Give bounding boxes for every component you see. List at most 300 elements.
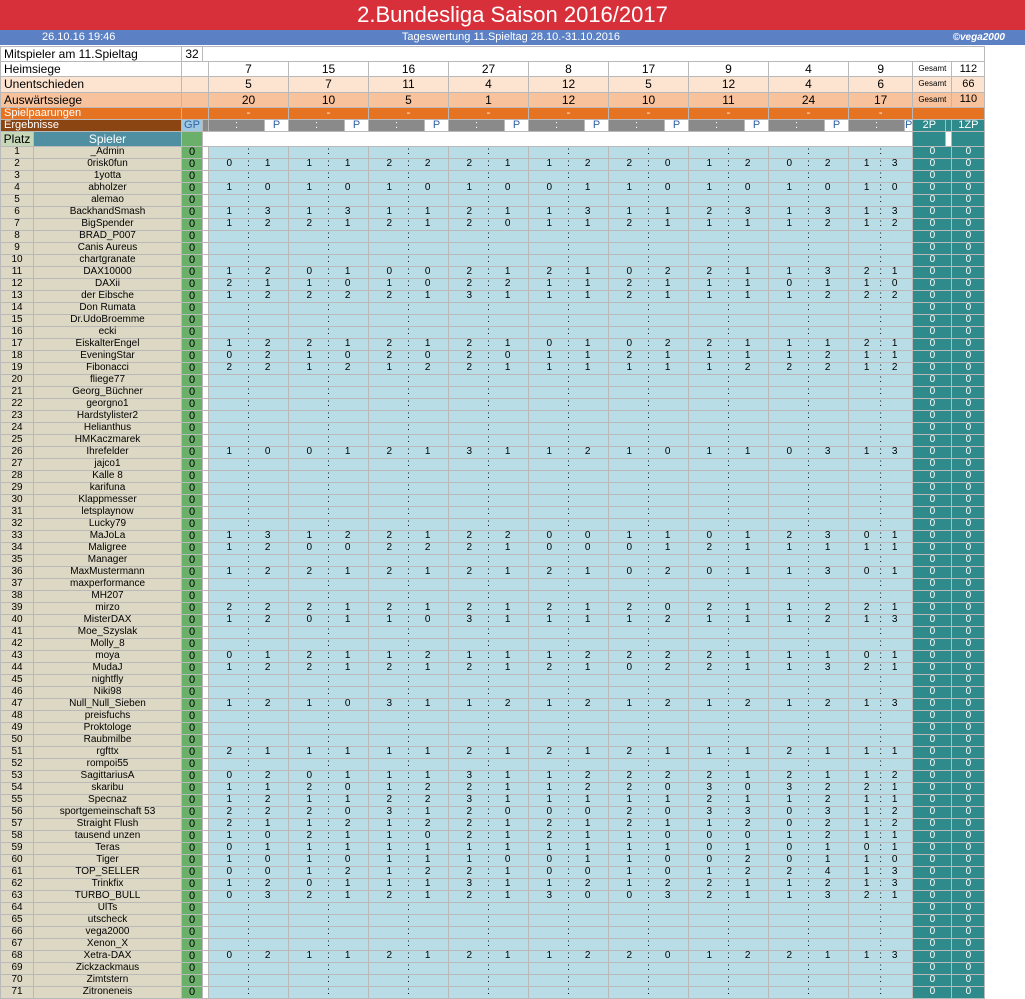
score-cell: [369, 482, 449, 494]
away-goals: 2: [744, 854, 751, 866]
score-cell: [689, 890, 769, 902]
colon: :: [327, 506, 330, 518]
colon: :: [647, 902, 650, 914]
score-cell: [449, 878, 529, 890]
gp-header: GP: [182, 119, 203, 131]
home-goals: 2: [626, 350, 633, 362]
colon: :: [647, 878, 650, 890]
score-cell: [849, 974, 913, 986]
score-cell: [769, 782, 849, 794]
colon: :: [879, 674, 883, 686]
colon: :: [879, 818, 883, 830]
score-cell: [609, 626, 689, 638]
player-name: Xetra-DAX: [34, 950, 182, 962]
score-cell: [769, 350, 849, 362]
colon: :: [879, 422, 883, 434]
oneZP-cell: 0: [952, 314, 985, 326]
away-goals: 1: [891, 530, 898, 542]
table-row: [1, 938, 985, 950]
score-cell: [849, 350, 913, 362]
score-cell: [209, 746, 289, 758]
home-goals: 2: [386, 218, 393, 230]
away-goals: 0: [264, 854, 271, 866]
score-cell: [849, 986, 913, 998]
home-goals: 1: [226, 530, 233, 542]
score-cell: [769, 170, 849, 182]
colon: :: [647, 470, 650, 482]
colon: :: [247, 698, 250, 710]
table-row: [1, 578, 985, 590]
colon: :: [327, 842, 330, 854]
score-cell: [849, 518, 913, 530]
blank: [182, 77, 209, 92]
twoP-cell: 0: [913, 482, 952, 494]
oneZP-cell: 0: [952, 470, 985, 482]
score-cell: [369, 686, 449, 698]
platz-cell: 37: [1, 578, 34, 590]
colon: :: [879, 518, 883, 530]
colon: :: [647, 626, 650, 638]
away-goals: 1: [891, 650, 898, 662]
colon: :: [407, 782, 410, 794]
colon: :: [807, 338, 810, 350]
score-cell: [449, 302, 529, 314]
score-cell: [849, 218, 913, 230]
home-goals: 1: [546, 158, 553, 170]
colon: :: [247, 470, 250, 482]
home-goals: 1: [386, 782, 393, 794]
platz-cell: 58: [1, 830, 34, 842]
colon: :: [247, 590, 250, 602]
away-goals: 2: [824, 350, 831, 362]
colon: :: [327, 662, 330, 674]
platz-cell: 64: [1, 902, 34, 914]
away-goals: 1: [584, 614, 591, 626]
colon: :: [407, 446, 410, 458]
table-row: [1, 614, 985, 626]
home-goals: 1: [626, 362, 633, 374]
score-cell: [849, 722, 913, 734]
score-cell: [689, 410, 769, 422]
colon: :: [247, 326, 250, 338]
score-cell: [609, 482, 689, 494]
score-cell: [849, 422, 913, 434]
score-cell: [769, 206, 849, 218]
away-goals: 1: [744, 662, 751, 674]
colon: :: [807, 662, 810, 674]
away-goals: 1: [744, 650, 751, 662]
colon: :: [247, 614, 250, 626]
home-goals: 0: [706, 530, 713, 542]
score-cell: [449, 674, 529, 686]
away-goals: 1: [584, 350, 591, 362]
score-cell: [849, 326, 913, 338]
score-cell: [289, 542, 369, 554]
unentschieden-label: Unentschieden: [1, 77, 182, 92]
colon: :: [327, 278, 330, 290]
p-header: P: [905, 118, 913, 131]
home-goals: 2: [306, 830, 313, 842]
player-name: _Admin: [34, 146, 182, 158]
oneZP-cell: 0: [952, 254, 985, 266]
twoP-cell: 0: [913, 806, 952, 818]
colon: :: [807, 506, 810, 518]
home-goals: 2: [466, 830, 473, 842]
away-goals: 1: [744, 746, 751, 758]
score-cell: [209, 842, 289, 854]
gp-cell: 0: [182, 806, 203, 818]
score-cell: [209, 902, 289, 914]
colon: :: [327, 614, 330, 626]
score-cell: [289, 854, 369, 866]
away-goals: 3: [824, 566, 831, 578]
home-goals: 2: [863, 290, 870, 302]
score-cell: [369, 758, 449, 770]
score-cell: [689, 698, 769, 710]
colon: :: [487, 674, 490, 686]
score-cell: [209, 146, 289, 158]
colon: :: [327, 854, 330, 866]
score-cell: [289, 398, 369, 410]
player-name: Teras: [34, 842, 182, 854]
score-cell: [289, 266, 369, 278]
score-cell: [209, 182, 289, 194]
score-cell: [689, 350, 769, 362]
oneZP-cell: 0: [952, 890, 985, 902]
colon: :: [647, 890, 650, 902]
score-cell: [849, 374, 913, 386]
score-cell: [289, 290, 369, 302]
score-cell: [529, 590, 609, 602]
colon: :: [567, 878, 570, 890]
colon: :: [407, 950, 410, 962]
score-cell: [529, 842, 609, 854]
home-goals: 1: [786, 266, 793, 278]
home-goals: 1: [863, 830, 870, 842]
colon: :: [407, 338, 410, 350]
gp-cell: 0: [182, 422, 203, 434]
home-goals: 2: [306, 650, 313, 662]
score-cell: [209, 266, 289, 278]
away-goals: 2: [664, 614, 671, 626]
home-goals: 1: [786, 698, 793, 710]
away-goals: 2: [744, 950, 751, 962]
score-cell: [689, 230, 769, 242]
colon: :: [807, 794, 810, 806]
away-goals: 2: [264, 794, 271, 806]
unentschieden-value: 4: [449, 77, 529, 92]
score-cell: [849, 818, 913, 830]
home-goals: 1: [786, 890, 793, 902]
twoP-cell: 0: [913, 554, 952, 566]
colon: :: [727, 278, 730, 290]
away-goals: 2: [264, 290, 271, 302]
away-goals: 2: [744, 818, 751, 830]
score-cell: [289, 314, 369, 326]
score-cell: [449, 470, 529, 482]
gesamt-value: 66: [952, 77, 985, 92]
twoP-cell: 0: [913, 170, 952, 182]
score-cell: [689, 242, 769, 254]
score-cell: [209, 362, 289, 374]
score-cell: [609, 206, 689, 218]
home-goals: 2: [546, 830, 553, 842]
colon: :: [247, 638, 250, 650]
colon: :: [247, 254, 250, 266]
score-cell: [849, 170, 913, 182]
colon: :: [647, 854, 650, 866]
gp-cell: 0: [182, 914, 203, 926]
score-cell: [769, 386, 849, 398]
platz-cell: 43: [1, 650, 34, 662]
colon: :: [487, 614, 490, 626]
twoP-cell: 0: [913, 986, 952, 998]
oneZP-cell: 0: [952, 410, 985, 422]
twoP-cell: 0: [913, 410, 952, 422]
home-goals: 2: [626, 818, 633, 830]
colon: :: [407, 794, 410, 806]
colon: :: [247, 170, 250, 182]
score-cell: [449, 434, 529, 446]
score-cell: [849, 398, 913, 410]
score-cell: [529, 794, 609, 806]
score-cell: [369, 290, 449, 302]
colon: :: [647, 362, 650, 374]
colon: :: [567, 806, 570, 818]
away-goals: 3: [744, 806, 751, 818]
score-cell: [849, 626, 913, 638]
colon: :: [727, 290, 730, 302]
score-cell: [369, 386, 449, 398]
colon: :: [647, 770, 650, 782]
away-goals: 0: [344, 806, 351, 818]
score-cell: [769, 458, 849, 470]
away-goals: 0: [344, 542, 351, 554]
score-cell: [769, 650, 849, 662]
score-cell: [689, 290, 769, 302]
table-row: [1, 518, 985, 530]
away-goals: 1: [824, 650, 831, 662]
home-goals: 2: [863, 890, 870, 902]
colon: :: [247, 950, 250, 962]
colon: :: [487, 698, 490, 710]
table-row: [1, 686, 985, 698]
score-cell: [209, 218, 289, 230]
oneZP-cell: 0: [952, 674, 985, 686]
colon: :: [327, 158, 330, 170]
table-row: [1, 182, 985, 194]
score-cell: [769, 566, 849, 578]
colon: :: [407, 566, 410, 578]
away-goals: 1: [664, 362, 671, 374]
home-goals: 0: [226, 866, 233, 878]
platz-cell: 28: [1, 470, 34, 482]
score-cell: [529, 398, 609, 410]
home-goals: 1: [626, 530, 633, 542]
score-cell: [449, 422, 529, 434]
platz-cell: 38: [1, 590, 34, 602]
colon: :: [727, 386, 730, 398]
away-goals: 0: [584, 530, 591, 542]
score-cell: [769, 734, 849, 746]
platz-cell: 6: [1, 206, 34, 218]
home-goals: 1: [466, 650, 473, 662]
score-cell: [609, 254, 689, 266]
score-cell: [849, 278, 913, 290]
home-goals: 2: [546, 746, 553, 758]
colon: :: [879, 266, 883, 278]
home-goals: 1: [226, 782, 233, 794]
score-cell: [209, 422, 289, 434]
home-goals: 3: [466, 794, 473, 806]
colon: :: [727, 374, 730, 386]
away-goals: 1: [664, 206, 671, 218]
colon: :: [407, 662, 410, 674]
score-cell: [769, 362, 849, 374]
platz-cell: 1: [1, 146, 34, 158]
home-goals: 2: [386, 950, 393, 962]
colon: :: [807, 362, 810, 374]
colon: :: [247, 866, 250, 878]
colon: :: [727, 422, 730, 434]
score-cell: [289, 794, 369, 806]
twoP-cell: 0: [913, 206, 952, 218]
colon: :: [247, 770, 250, 782]
home-goals: 1: [706, 746, 713, 758]
home-goals: 0: [626, 542, 633, 554]
score-cell: [689, 314, 769, 326]
colon: :: [727, 590, 730, 602]
twoP-cell: 0: [913, 158, 952, 170]
score-cell: [689, 878, 769, 890]
gp-cell: 0: [182, 182, 203, 194]
score-cell: [449, 182, 529, 194]
table-row: [1, 374, 985, 386]
colon: :: [487, 842, 490, 854]
colon: :: [407, 902, 410, 914]
colon: :: [487, 590, 490, 602]
away-goals: 1: [891, 794, 898, 806]
colon: :: [327, 902, 330, 914]
colon: :: [727, 842, 730, 854]
score-cell: [449, 482, 529, 494]
score-cell: [449, 842, 529, 854]
table-row: [1, 818, 985, 830]
score-cell: [209, 674, 289, 686]
home-goals: 2: [546, 266, 553, 278]
away-goals: 1: [824, 278, 831, 290]
home-goals: 1: [786, 614, 793, 626]
score-cell: [449, 686, 529, 698]
away-goals: 1: [891, 542, 898, 554]
away-goals: 0: [584, 866, 591, 878]
away-goals: 1: [744, 890, 751, 902]
colon: :: [727, 914, 730, 926]
score-cell: [609, 878, 689, 890]
pairing-dash: -: [769, 107, 849, 119]
away-goals: 2: [744, 158, 751, 170]
score-cell: [529, 662, 609, 674]
colon: :: [879, 974, 883, 986]
colon: :: [807, 566, 810, 578]
colon: :: [807, 434, 810, 446]
gp-cell: 0: [182, 842, 203, 854]
player-name: UlTs: [34, 902, 182, 914]
colon: :: [487, 638, 490, 650]
score-cell: [609, 422, 689, 434]
away-goals: 2: [824, 362, 831, 374]
score-cell: [849, 698, 913, 710]
score-cell: [289, 842, 369, 854]
colon: :: [407, 458, 410, 470]
score-cell: [529, 494, 609, 506]
colon: :: [567, 722, 570, 734]
colon: :: [727, 182, 730, 194]
colon: :: [327, 890, 330, 902]
score-cell: [849, 194, 913, 206]
table-row: [1, 566, 985, 578]
score-cell: [609, 362, 689, 374]
home-goals: 2: [306, 662, 313, 674]
colon: :: [247, 506, 250, 518]
score-cell: [449, 734, 529, 746]
away-goals: 2: [424, 818, 431, 830]
colon: :: [879, 374, 883, 386]
colon: :: [647, 734, 650, 746]
home-goals: 2: [226, 806, 233, 818]
away-goals: 1: [584, 362, 591, 374]
home-goals: 2: [466, 350, 473, 362]
away-goals: 2: [584, 770, 591, 782]
score-cell: [209, 950, 289, 962]
colon: :: [327, 770, 330, 782]
oneZP-cell: 0: [952, 374, 985, 386]
score-cell: [209, 686, 289, 698]
score-cell: [449, 554, 529, 566]
gp-cell: 0: [182, 302, 203, 314]
score-cell: [369, 254, 449, 266]
colon: :: [487, 518, 490, 530]
player-name: DAXii: [34, 278, 182, 290]
score-cell: [689, 554, 769, 566]
away-goals: 4: [824, 866, 831, 878]
player-name: MaJoLa: [34, 530, 182, 542]
gp-cell: 0: [182, 482, 203, 494]
player-name: BRAD_P007: [34, 230, 182, 242]
colon: :: [407, 518, 410, 530]
colon: :: [727, 950, 730, 962]
score-cell: [769, 830, 849, 842]
platz-cell: 54: [1, 782, 34, 794]
colon: :: [647, 254, 650, 266]
score-cell: [369, 770, 449, 782]
p-header: P: [585, 119, 609, 131]
colon: :: [567, 950, 570, 962]
colon: :: [487, 758, 490, 770]
colon: :: [727, 206, 730, 218]
score-cell: [289, 770, 369, 782]
colon: :: [407, 590, 410, 602]
score-cell: [849, 950, 913, 962]
twoP-cell: 0: [913, 626, 952, 638]
away-goals: 2: [744, 698, 751, 710]
away-goals: 1: [744, 614, 751, 626]
colon: :: [879, 230, 883, 242]
away-goals: 2: [664, 662, 671, 674]
home-goals: 2: [706, 266, 713, 278]
p-header: P: [665, 119, 689, 131]
home-goals: 0: [306, 878, 313, 890]
